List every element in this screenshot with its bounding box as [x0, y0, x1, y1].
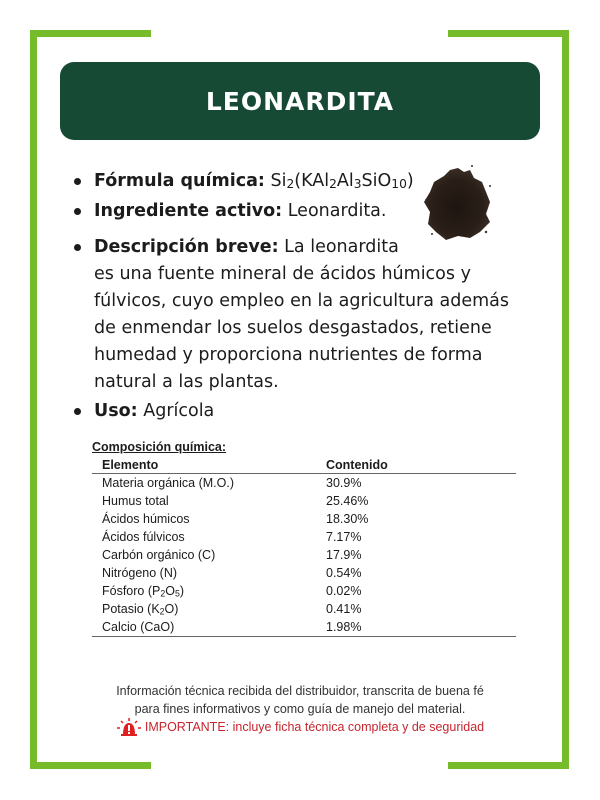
element-cell: Ácidos fúlvicos [102, 530, 185, 544]
formula-item [70, 168, 540, 198]
column-header-content: Contenido [326, 456, 516, 474]
formula-label: Fórmula química: [94, 171, 265, 191]
element-cell: Carbón orgánico (C) [102, 548, 216, 562]
description-item [70, 234, 540, 396]
use-item [70, 398, 540, 425]
important-text: IMPORTANTE: incluye ficha técnica completa y de seguridad [144, 720, 485, 734]
element-cell: Humus total [102, 494, 169, 508]
frame-top-left-v [30, 30, 37, 769]
element-cell: Ácidos húmicos [102, 512, 190, 526]
table-row [92, 474, 516, 493]
content-cell: 7.17% [326, 530, 362, 544]
table-row [92, 582, 516, 600]
frame-top-left-h [30, 30, 151, 37]
page-title: LEONARDITA [205, 86, 395, 116]
alert-siren-icon [116, 718, 142, 736]
table-row [92, 618, 516, 637]
description-line: natural a las plantas. [94, 371, 279, 392]
use-label: Uso: [94, 400, 138, 421]
content-cell: 0.54% [326, 566, 362, 580]
element-cell: Fósforo (P2O5) [102, 583, 185, 599]
frame-top-right-h [448, 30, 569, 37]
bullet-icon [74, 244, 81, 251]
description-line: humedad y proporciona nutrientes de forma [94, 344, 483, 365]
product-details-list [70, 168, 540, 425]
use-value: Agrícola [143, 400, 215, 421]
content-cell: 1.98% [326, 618, 516, 637]
formula-value: Si2(KAl2Al3SiO10) [270, 171, 414, 191]
composition-table [92, 456, 516, 637]
important-notice [116, 718, 484, 736]
element-cell: Calcio (CaO) [92, 618, 326, 637]
content-cell: 0.02% [326, 584, 362, 598]
description-line: es una fuente mineral de ácidos húmicos y [94, 263, 471, 284]
table-row [92, 546, 516, 564]
content-cell: 25.46% [326, 494, 369, 508]
bullet-icon [74, 408, 81, 415]
element-cell: Materia orgánica (M.O.) [102, 476, 234, 490]
frame-bottom-right-h [448, 762, 569, 769]
footer-line-2: para fines informativos y como guía de manejo del material. [134, 702, 466, 716]
frame-bottom-left-h [30, 762, 151, 769]
footer-line-1: Información técnica recibida del distribuidor, transcrita de buena fé [116, 684, 484, 698]
content-cell: 17.9% [326, 548, 362, 562]
footer-note [40, 682, 560, 741]
description-line: La leonardita [284, 236, 399, 257]
content-cell: 18.30% [326, 512, 369, 526]
table-row [92, 528, 516, 546]
column-header-element: Elemento [92, 456, 326, 474]
content-cell: 0.41% [326, 602, 362, 616]
composition-section [92, 440, 516, 637]
table-row [92, 600, 516, 618]
table-header-row [92, 456, 516, 474]
table-row [92, 492, 516, 510]
bullet-icon [74, 208, 81, 215]
description-line: fúlvicos, cuyo empleo en la agricultura además [94, 290, 510, 311]
element-cell: Nitrógeno (N) [102, 566, 178, 580]
table-row [92, 510, 516, 528]
description-label: Descripción breve: [94, 236, 279, 257]
composition-title: Composición química: [92, 440, 227, 454]
ingredient-item [70, 198, 540, 225]
title-banner [60, 62, 540, 140]
ingredient-label: Ingrediente activo: [94, 200, 283, 221]
bullet-icon [74, 178, 81, 185]
frame-top-right-v [562, 30, 569, 769]
ingredient-value: Leonardita. [287, 200, 387, 221]
element-cell: Potasio (K2O) [102, 601, 179, 617]
table-row [92, 564, 516, 582]
description-line: de enmendar los suelos desgastados, retiene [94, 317, 492, 338]
content-cell: 30.9% [326, 476, 362, 490]
